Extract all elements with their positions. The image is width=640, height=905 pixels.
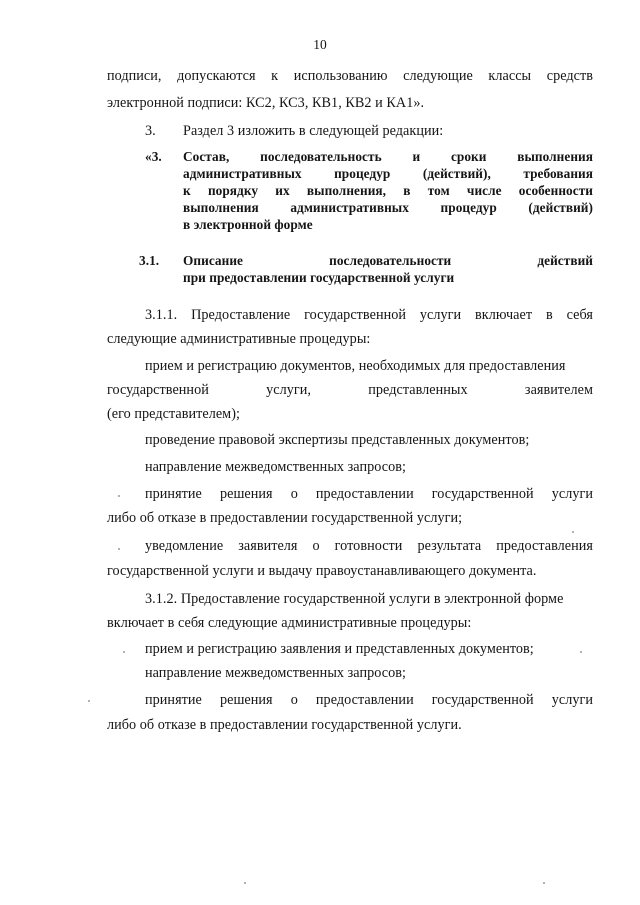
section-heading-line: выполнения административных процедур (действий) [183, 200, 593, 215]
text-line: либо об отказе в предоставлении государственной услуги. [107, 717, 462, 733]
scan-speck [543, 882, 545, 884]
text-line: уведомление заявителя о готовности результата предоставления [145, 538, 593, 554]
text-line: (его представителем); [107, 406, 240, 422]
text-line: проведение правовой экспертизы представленных документов; [145, 432, 530, 448]
text-line: государственной услуги, представленных заявителем [107, 382, 593, 398]
text-line: Раздел 3 изложить в следующей редакции: [183, 123, 444, 139]
scan-speck [88, 700, 90, 702]
scan-speck [118, 548, 120, 550]
text-line: прием и регистрацию заявления и представленных документов; [145, 641, 534, 657]
text-line: направление межведомственных запросов; [145, 665, 406, 681]
subsection-heading-line: при предоставлении государственной услуги [183, 270, 455, 285]
text-line: государственной услуги и выдачу правоустанавливающего документа. [107, 563, 537, 579]
text-line: принятие решения о предоставлении государственной услуги [145, 692, 593, 708]
text-line: прием и регистрацию документов, необходимых для предоставления [145, 358, 566, 374]
section-heading-line: к порядку их выполнения, в том числе особенности [183, 183, 593, 198]
section-heading-line: административных процедур (действий), требования [183, 166, 593, 181]
section-heading-line: в электронной форме [183, 217, 313, 232]
subsection-heading-line: Описание последовательности действий [183, 253, 593, 268]
scan-speck [572, 531, 574, 533]
text-line: подписи, допускаются к использованию следующие классы средств [107, 68, 593, 84]
section-number: «3. [145, 149, 162, 164]
text-line: либо об отказе в предоставлении государственной услуги; [107, 510, 463, 526]
scan-speck [123, 651, 125, 653]
text-line: 3.1.1. Предоставление государственной услуги включает в себя [145, 307, 593, 323]
text-line: электронной подписи: КС2, КС3, КВ1, КВ2 и КА1». [107, 95, 425, 111]
text-line: 3.1.2. Предоставление государственной услуги в электронной форме [145, 591, 564, 607]
section-heading-line: Состав, последовательность и сроки выполнения [183, 149, 593, 164]
page-number: 10 [313, 37, 327, 52]
list-number: 3. [145, 123, 156, 139]
subsection-number: 3.1. [139, 253, 160, 268]
text-line: следующие административные процедуры: [107, 331, 371, 347]
scan-speck [580, 651, 582, 653]
text-line: включает в себя следующие административные процедуры: [107, 615, 472, 631]
text-line: принятие решения о предоставлении государственной услуги [145, 486, 593, 502]
scan-speck [118, 495, 120, 497]
scan-speck [244, 882, 246, 884]
text-line: направление межведомственных запросов; [145, 459, 406, 475]
